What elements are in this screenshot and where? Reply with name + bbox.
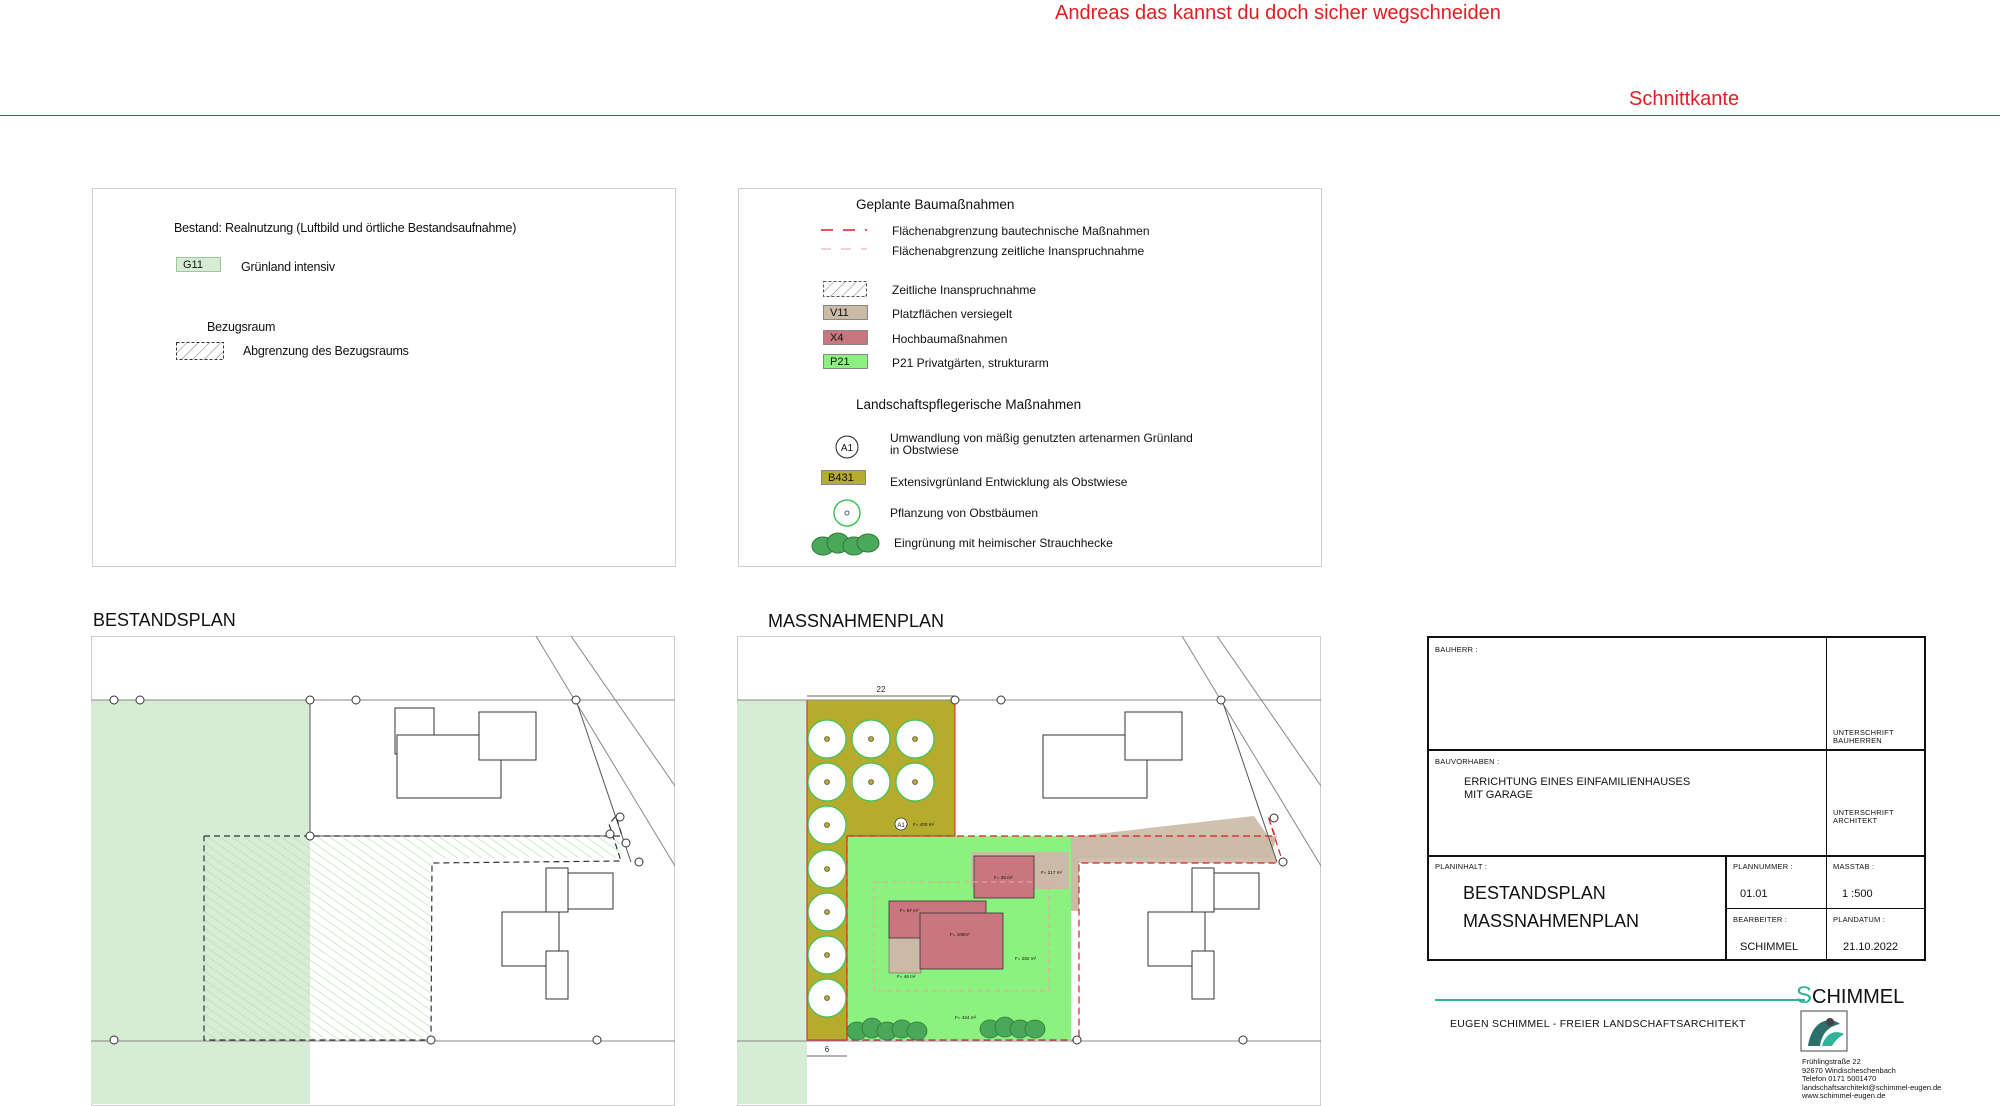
area-109-label: F= 109m² — [950, 932, 970, 937]
cut-line — [0, 115, 2000, 116]
nb-north-annex — [1125, 712, 1182, 760]
v11-swatch: V11 — [823, 305, 868, 320]
tb-divider-h1 — [1429, 749, 1924, 751]
firm-addr-line2: 92670 Windischeschenbach — [1802, 1065, 1896, 1075]
cut-label: Schnittkante — [1629, 88, 1740, 110]
survey-point — [635, 858, 643, 866]
area-36-label: F= 36 m² — [994, 875, 1013, 880]
temp-hatch-swatch — [823, 281, 867, 297]
area-282-label: F= 282 m² — [1015, 956, 1037, 961]
planinhalt-line1: BESTANDSPLAN — [1463, 883, 1606, 903]
survey-point — [997, 696, 1005, 704]
geplant-heading: Geplante Baumaßnahmen — [856, 197, 1015, 212]
survey-point — [1073, 1036, 1081, 1044]
fruit-tree-center — [869, 780, 874, 785]
bezug-heading: Bezugsraum — [207, 320, 276, 334]
survey-point — [951, 696, 959, 704]
fruit-tree-center — [825, 953, 830, 958]
survey-point — [1279, 858, 1287, 866]
planinhalt-text — [1463, 879, 1639, 935]
fruit-tree-center — [825, 823, 830, 828]
planinhalt-line2: MASSNAHMENPLAN — [1463, 911, 1640, 931]
firm-addr-line5[interactable]: www.schimmel-eugen.de — [1802, 1091, 1886, 1101]
legend-bestand-panel — [92, 188, 676, 567]
fruit-tree-center — [869, 737, 874, 742]
nb-south-wing — [1192, 951, 1214, 999]
firm-name: EUGEN SCHIMMEL - FREIER LANDSCHAFTSARCHITEKT — [1450, 1018, 1746, 1030]
line1-label: Flächenabgrenzung bautechnische Maßnahmen — [892, 224, 1150, 238]
g11-label: Grünland intensiv — [241, 260, 335, 274]
bestand-visible-buildings — [91, 636, 675, 1106]
massnahmenplan-title: MASSNAHMENPLAN — [768, 611, 945, 631]
south-house-annex — [568, 873, 613, 909]
dim-bottom-label: 6 — [824, 1045, 830, 1054]
fruit-tree-center — [825, 910, 830, 915]
firm-logo-icon — [1800, 1010, 1848, 1052]
a1-label-line2: in Obstwiese — [890, 443, 959, 457]
survey-point — [1217, 696, 1225, 704]
survey-point — [306, 832, 314, 840]
x4-house-main — [920, 913, 1003, 969]
a1-label — [890, 432, 1193, 456]
fruit-tree-center — [825, 996, 830, 1001]
survey-point — [1239, 1036, 1247, 1044]
bauvorhaben-label: BAUVORHABEN : — [1435, 757, 1500, 766]
area-46-label: F= 46 m² — [897, 974, 916, 979]
hedge-shrub — [1025, 1020, 1045, 1038]
sig-bauherr-line1: UNTERSCHRIFT — [1833, 728, 1894, 737]
planinhalt-label: PLANINHALT : — [1435, 862, 1488, 871]
firm-logo-rest: CHIMMEL — [1812, 986, 1905, 1008]
b431-label: Extensivgrünland Entwicklung als Obstwiese — [890, 475, 1128, 489]
survey-point — [110, 696, 118, 704]
hedge-label: Eingrünung mit heimischer Strauchhecke — [894, 536, 1113, 550]
area-424-label: F= 424 m² — [955, 1015, 977, 1020]
fruit-tree-center — [913, 780, 918, 785]
survey-point — [352, 696, 360, 704]
v11-label: Platzflächen versiegelt — [892, 307, 1013, 321]
tree-label: Pflanzung von Obstbäumen — [890, 506, 1039, 520]
firm-addr-line1: Frühlingstraße 22 — [1802, 1057, 1861, 1066]
area-a1-label: F= 400 m² — [913, 822, 935, 827]
legend-bestand-heading: Bestand: Realnutzung (Luftbild und örtliche Bestandsaufnahme) — [174, 221, 517, 235]
bearbeiter-value: SCHIMMEL — [1740, 941, 1799, 953]
fruit-tree-center — [825, 737, 830, 742]
fruit-tree-center — [825, 780, 830, 785]
line-legend-symbols — [821, 226, 871, 256]
area-217-label: F= 217 m² — [1041, 870, 1063, 875]
title-block — [1427, 636, 1926, 961]
survey-point — [606, 830, 614, 838]
p21-label: P21 Privatgärten, strukturarm — [892, 356, 1049, 370]
fruit-tree-center — [825, 867, 830, 872]
dim-top-label: 22 — [876, 685, 886, 694]
x4-swatch: X4 — [823, 330, 868, 345]
header-note: Andreas das kannst du doch sicher wegschneiden — [1055, 2, 1501, 24]
plannummer-value: 01.01 — [1740, 888, 1768, 900]
p21-swatch: P21 — [823, 354, 868, 369]
tb-divider-h3 — [1725, 908, 1924, 909]
bezug-label: Abgrenzung des Bezugsraums — [243, 344, 409, 358]
landscape-heading: Landschaftspflegerische Maßnahmen — [856, 397, 1082, 412]
g11-remaining — [737, 700, 807, 1104]
hedge-symbol — [811, 531, 881, 559]
a1-symbol — [834, 434, 860, 460]
sig-architekt-line2: ARCHITEKT — [1833, 816, 1878, 825]
tree-symbol — [831, 497, 863, 529]
south-house-wing — [546, 951, 568, 999]
nb-south-annex — [1214, 873, 1259, 909]
bearbeiter-label: BEARBEITER : — [1733, 915, 1788, 924]
a1-label-line1: Umwandlung von mäßig genutzten artenarmen Grünland — [890, 431, 1193, 445]
tb-divider-v1 — [1826, 638, 1827, 857]
plannummer-label: PLANNUMMER : — [1733, 862, 1793, 871]
survey-point — [136, 696, 144, 704]
nb-south-garage — [1192, 868, 1214, 912]
legend-massnahmen-panel — [738, 188, 1322, 567]
sig-bauherr — [1833, 729, 1894, 745]
bauvorhaben-line1: ERRICHTUNG EINES EINFAMILIENHAUSES — [1464, 776, 1691, 788]
a1-marker-text: A1 — [897, 823, 905, 829]
firm-addr-line3: Telefon 0171 5001470 — [1802, 1074, 1877, 1084]
sig-architekt — [1833, 809, 1894, 825]
survey-point — [622, 839, 630, 847]
bauvorhaben-line2: MIT GARAGE — [1464, 789, 1533, 801]
bauherr-label: BAUHERR : — [1435, 645, 1478, 654]
x4-label: Hochbaumaßnahmen — [892, 332, 1008, 346]
tb-divider-h2 — [1429, 855, 1924, 857]
a1-symbol-text: A1 — [840, 443, 854, 454]
massstab-label: MASSTAB : — [1833, 862, 1875, 871]
firm-address — [1802, 1058, 1941, 1101]
north-house-annex — [479, 712, 536, 760]
massnahmenplan-drawing — [737, 636, 1321, 1106]
survey-point — [1270, 814, 1278, 822]
plandatum-label: PLANDATUM : — [1833, 915, 1886, 924]
g11-swatch: G11 — [176, 257, 221, 272]
hedge-shrub — [907, 1022, 927, 1040]
firm-addr-line4[interactable]: landschaftsarchitekt@schimmel-eugen.de — [1802, 1082, 1942, 1092]
fruit-tree-center — [913, 737, 918, 742]
line2-label: Flächenabgrenzung zeitliche Inanspruchnahme — [892, 244, 1145, 258]
sig-architekt-line1: UNTERSCHRIFT — [1833, 808, 1894, 817]
south-house-garage — [546, 868, 568, 912]
firm-rule — [1435, 999, 1805, 1001]
survey-point — [616, 813, 624, 821]
firm-logo-s: S — [1796, 982, 1813, 1009]
temp-hatch-label: Zeitliche Inanspruchnahme — [892, 283, 1037, 297]
bestandsplan-title: BESTANDSPLAN — [93, 610, 236, 630]
survey-point — [110, 1036, 118, 1044]
firm-logo-text — [1796, 982, 1904, 1010]
b431-swatch: B431 — [821, 470, 866, 485]
survey-point — [427, 1036, 435, 1044]
massstab-value: 1 :500 — [1842, 888, 1873, 900]
bauvorhaben-text — [1464, 776, 1690, 802]
area-97-label: F= 97 m² — [900, 908, 919, 913]
bezug-hatch-swatch — [176, 342, 224, 360]
survey-point — [306, 696, 314, 704]
survey-point — [572, 696, 580, 704]
plandatum-value: 21.10.2022 — [1843, 941, 1899, 953]
sig-bauherr-line2: BAUHERREN — [1833, 736, 1882, 745]
survey-point — [593, 1036, 601, 1044]
